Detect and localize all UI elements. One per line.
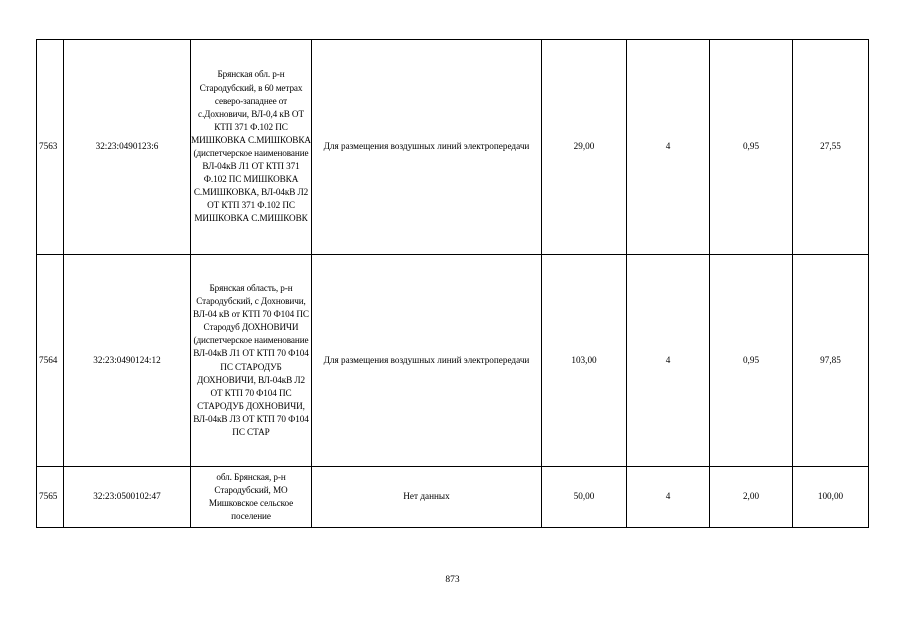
category-cell: 4: [627, 40, 710, 255]
table-row: [37, 467, 869, 528]
category-cell: 4: [627, 467, 710, 528]
address-cell: Брянская обл. р-н Стародубский, в 60 метрах северо-западнее от с.Дохновичи, ВЛ-0,4 кВ ОТ КТП 371 Ф.102 ПС МИШКОВКА С.МИШКОВКА (диспетчерское наименование ВЛ-04кВ Л1 ОТ КТП 371 Ф.102 ПС МИШКОВКА С.МИШКОВКА, ВЛ-04кВ Л2 ОТ КТП 371 Ф.102 ПС МИШКОВКА С.МИШКОВК: [191, 40, 312, 255]
cadastral-number-cell: 32:23:0500102:47: [64, 467, 191, 528]
row-number-cell: 7565: [37, 467, 64, 528]
cadastral-number-cell: 32:23:0490124:12: [64, 255, 191, 467]
table-row: [37, 40, 869, 255]
amount-cell: 27,55: [793, 40, 869, 255]
area-cell: 29,00: [542, 40, 627, 255]
address-cell: обл. Брянская, р-н Стародубский, МО Мишковское сельское поселение: [191, 467, 312, 528]
row-number-cell: 7564: [37, 255, 64, 467]
amount-cell: 100,00: [793, 467, 869, 528]
purpose-cell: Для размещения воздушных линий электропередачи: [312, 255, 542, 467]
table-row: [37, 255, 869, 467]
cadastral-number-cell: 32:23:0490123:6: [64, 40, 191, 255]
page-number: 873: [445, 575, 460, 585]
purpose-cell: Для размещения воздушных линий электропередачи: [312, 40, 542, 255]
row-number-cell: 7563: [37, 40, 64, 255]
land-register-table: [36, 39, 869, 528]
category-cell: 4: [627, 255, 710, 467]
area-cell: 50,00: [542, 467, 627, 528]
rate-cell: 2,00: [710, 467, 793, 528]
area-cell: 103,00: [542, 255, 627, 467]
rate-cell: 0,95: [710, 40, 793, 255]
address-cell: Брянская область, р-н Стародубский, с Дохновичи, ВЛ-04 кВ от КТП 70 Ф104 ПС Стародуб ДОХНОВИЧИ (диспетчерское наименование ВЛ-04кВ Л1 ОТ КТП 70 Ф104 ПС СТАРОДУБ ДОХНОВИЧИ, ВЛ-04кВ Л2 ОТ КТП 70 Ф104 ПС СТАРОДУБ ДОХНОВИЧИ, ВЛ-04кВ Л3 ОТ КТП 70 Ф104 ПС СТАР: [191, 255, 312, 467]
rate-cell: 0,95: [710, 255, 793, 467]
amount-cell: 97,85: [793, 255, 869, 467]
purpose-cell: Нет данных: [312, 467, 542, 528]
